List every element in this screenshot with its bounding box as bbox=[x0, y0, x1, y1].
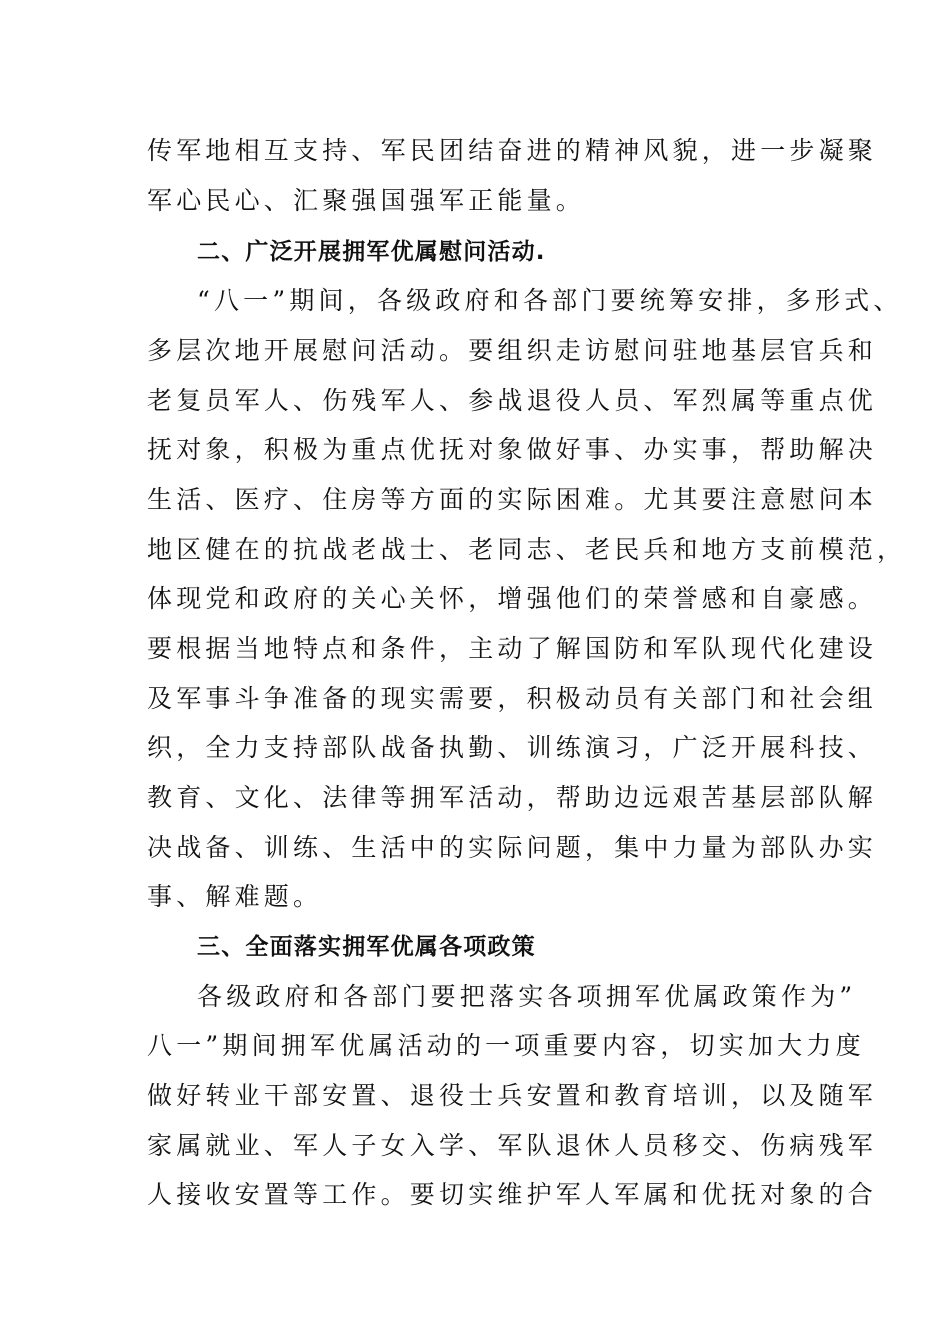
paragraph-line: 教育、文化、法律等拥军活动，帮助边远艰苦基层部队解 bbox=[147, 783, 878, 812]
paragraph-line: 地区健在的抗战老战士、老同志、老民兵和地方支前模范， bbox=[147, 535, 907, 564]
paragraph-line: 多层次地开展慰问活动。要组织走访慰问驻地基层官兵和 bbox=[147, 336, 878, 365]
paragraph-line: 家属就业、军人子女入学、军队退休人员移交、伤病残军 bbox=[147, 1131, 878, 1160]
paragraph-line: 做好转业干部安置、退役士兵安置和教育培训，以及随军 bbox=[147, 1081, 878, 1110]
paragraph-line: 要根据当地特点和条件，主动了解国防和军队现代化建设 bbox=[147, 634, 878, 663]
paragraph-line: 及军事斗争准备的现实需要，积极动员有关部门和社会组 bbox=[147, 684, 878, 713]
section-heading-2: 二、广泛开展拥军优属慰问活动. bbox=[197, 239, 546, 265]
paragraph-line: 老复员军人、伤残军人、参战退役人员、军烈属等重点优 bbox=[147, 386, 878, 415]
paragraph-line: 事、解难题。 bbox=[147, 882, 323, 911]
paragraph-line: 体现党和政府的关心关怀，增强他们的荣誉感和自豪感。 bbox=[147, 584, 878, 613]
paragraph-line: 织，全力支持部队战备执勤、训练演习，广泛开展科技、 bbox=[147, 733, 878, 762]
paragraph-line: 人接收安置等工作。要切实维护军人军属和优抚对象的合 bbox=[147, 1180, 878, 1209]
paragraph-line: 决战备、训练、生活中的实际问题，集中力量为部队办实 bbox=[147, 833, 878, 862]
paragraph-line: “八一”期间，各级政府和各部门要统筹安排，多形式、 bbox=[197, 286, 903, 315]
paragraph-line: 军心民心、汇聚强国强军正能量。 bbox=[147, 186, 586, 215]
section-heading-3: 三、全面落实拥军优属各项政策 bbox=[197, 934, 536, 960]
paragraph-line: 抚对象，积极为重点优抚对象做好事、办实事，帮助解决 bbox=[147, 435, 878, 464]
paragraph-line: 八一”期间拥军优属活动的一项重要内容，切实加大力度 bbox=[147, 1031, 865, 1060]
paragraph-line: 传军地相互支持、军民团结奋进的精神风貌，进一步凝聚 bbox=[147, 136, 878, 165]
paragraph-line: 各级政府和各部门要把落实各项拥军优属政策作为” bbox=[197, 982, 857, 1011]
paragraph-line: 生活、医疗、住房等方面的实际困难。尤其要注意慰问本 bbox=[147, 485, 878, 514]
